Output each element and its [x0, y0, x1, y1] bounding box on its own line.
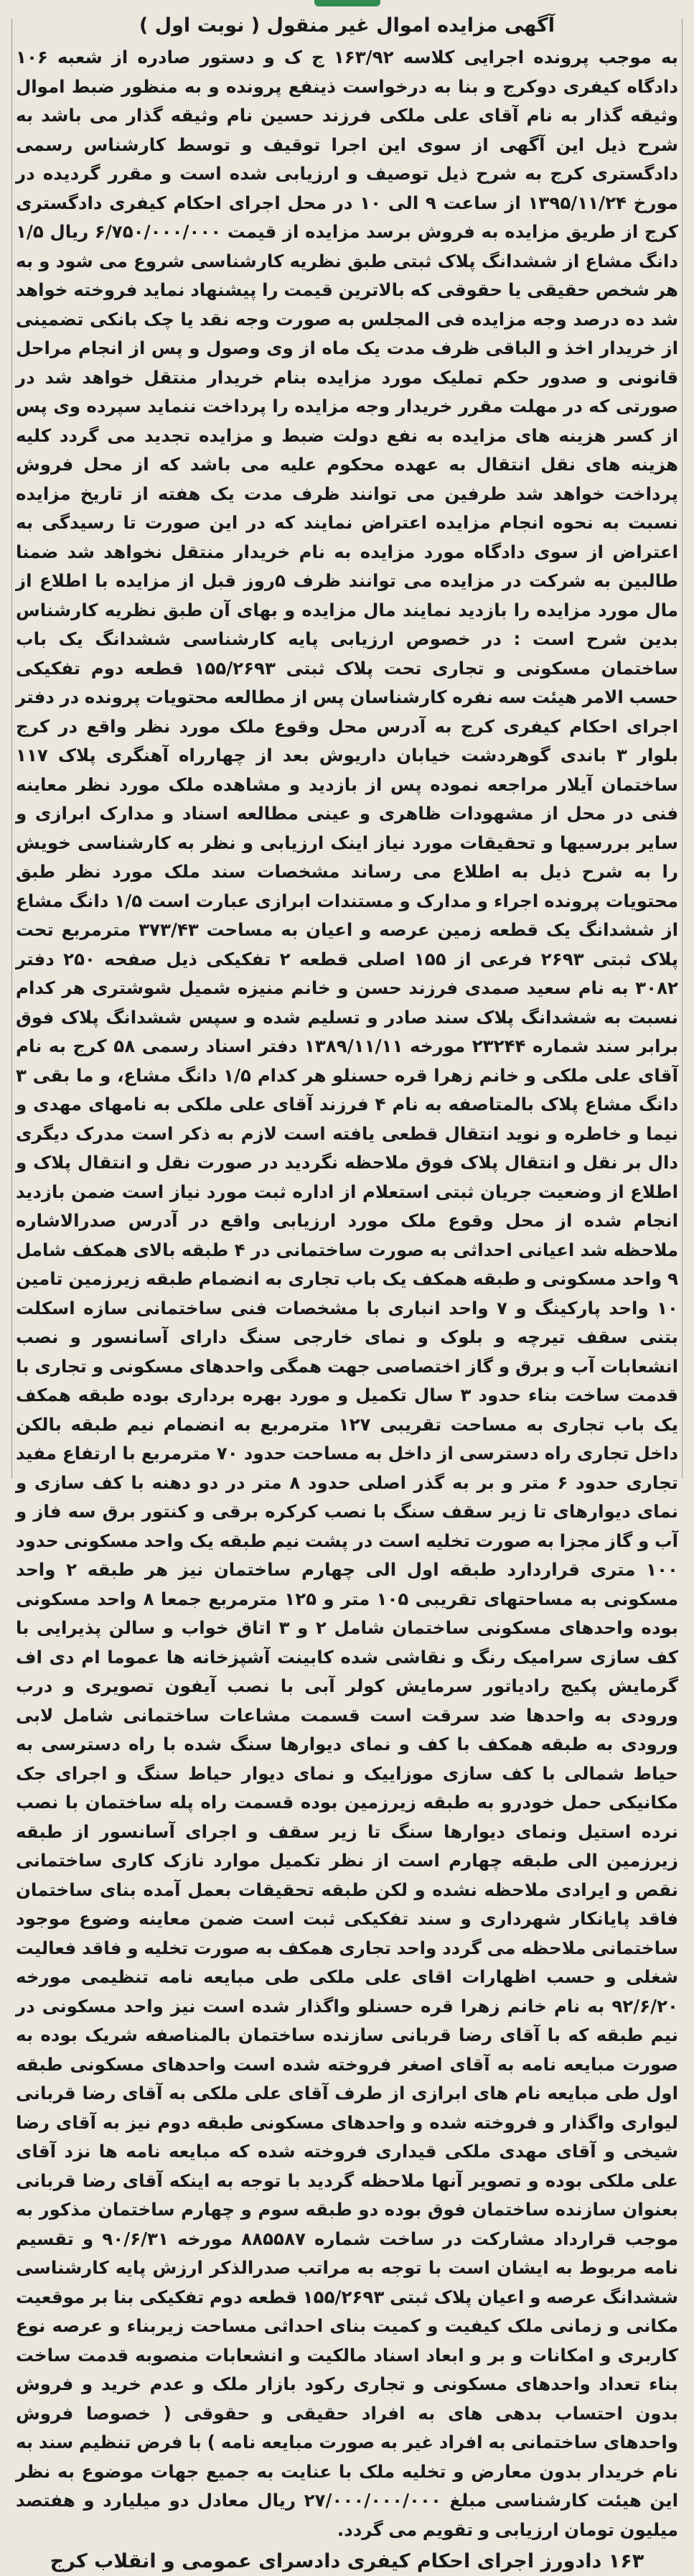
clipping-border: [11, 19, 683, 1479]
color-tab-marker: [314, 0, 380, 6]
notice-signature: ۱۶۳ دادورز اجرای احکام کیفری دادسرای عمومی و انقلاب کرج: [50, 2550, 644, 2572]
notice-body: به موجب پرونده اجرایی کلاسه ۱۶۳/۹۲ ج ک و دستور صادره از شعبه ۱۰۶ دادگاه کیفری دوکرج و بنا به درخواست ذینفع پرونده و به منظور ضبط اموال وثیقه گذار به نام آقای علی ملکی فرزند حسین نام وثیقه گذار می باشد به شرح ذیل این آگهی از سوی این اجرا توقیف و توسط کارشناس رسمی دادگستری کرج به شرح ذیل توصیف و ارزیابی شده است و مقرر گردیده در مورخ ۱۳۹۵/۱۱/۲۴ از ساعت ۹ الی ۱۰ در محل اجرای احکام کیفری دادگستری کرج از طریق مزایده به فروش برسد مزایده از قیمت ۶/۷۵۰/۰۰۰/۰۰۰ ریال ۱/۵ دانگ مشاع از ششدانگ پلاک ثبتی طبق نظریه کارشناسی شروع می شود و به هر شخص حقیقی یا حقوقی که بالاترین قیمت را پیشنهاد نماید فروخته خواهد شد ده درصد وجه مزایده فی المجلس به صورت وجه نقد یا چک بانکی تضمینی از خریدار اخذ و الباقی ظرف مدت یک ماه از وی وصول و پس از انجام مراحل قانونی و صدور حکم تملیک مورد مزایده بنام خریدار منتقل خواهد شد در صورتی که در مهلت مقرر خریدار وجه مزایده را پرداخت ننماید سپرده وی پس از کسر هزینه های مزایده به نفع دولت ضبط و مزایده تجدید می گردد کلیه هزینه های نقل انتقال به عهده محکوم علیه می باشد که از محل فروش پرداخت خواهد شد طرفین می توانند ظرف مدت یک هفته از تاریخ مزایده نسبت به نحوه انجام مزایده اعتراض نمایند که در این صورت تا رسیدگی به اعتراض از سوی دادگاه مورد مزایده به نام خریدار منتقل نخواهد شد ضمنا طالبین به شرکت در مزایده می توانند ظرف ۵روز قبل از مزایده با اطلاع از مال مورد مزایده را بازدید نمایند مال مزایده و بهای آن طبق نظریه کارشناس بدین شرح است : در خصوص ارزیابی پایه کارشناسی ششدانگ یک باب ساختمان مسکونی و تجاری تحت پلاک ثبتی ۱۵۵/۲۶۹۳ قطعه دوم تفکیکی حسب الامر هیئت سه نفره کارشناسان پس از مطالعه محتویات پرونده در دفتر اجرای احکام کیفری کرج به آدرس محل وقوع ملک مورد نظر واقع در کرج بلوار ۳ باندی گوهردشت خیابان داریوش بعد از چهارراه آهنگری پلاک ۱۱۷ ساختمان آیلار مراجعه نموده پس از بازدید و مشاهده ملک مورد نظر معاینه فنی در محل از مشهودات ظاهری و عینی مطالعه اسناد و مدارک ابرازی و سایر بررسیها و تحقیقات مورد نیاز اینک ارزیابی و نظر به کارشناسی خویش را به شرح ذیل به اطلاع می رساند مشخصات سند ملک مورد نظر طبق محتویات پرونده اجراء و مدارک و مستندات ابرازی عبارت است ۱/۵ دانگ مشاع از ششدانگ یک قطعه زمین عرصه و اعیان به مساحت ۳۷۳/۴۳ مترمربع تحت پلاک ثبتی ۲۶۹۳ فرعی از ۱۵۵ اصلی قطعه ۲ تفکیکی ذیل صفحه ۲۵۰ دفتر ۳۰۸۲ به نام سعید صمدی فرزند حسن و خانم منیزه شمیل شوشتری هر کدام نسبت به ششدانگ پلاک سند صادر و تسلیم شده و سپس ششدانگ پلاک فوق برابر سند شماره ۲۳۲۴۴ مورخه ۱۳۸۹/۱۱/۱۱ دفتر اسناد رسمی ۵۸ کرج به نام آقای علی ملکی و خانم زهرا قره حسنلو هر کدام ۱/۵ دانگ مشاع، و ما بقی ۳ دانگ مشاع پلاک بالمتاصفه به نام ۴ فرزند آقای علی ملکی به نامهای مهدی و نیما و خاطره و نوید انتقال قطعی یافته است لازم به ذکر است مدرک دیگری دال بر نقل و انتقال پلاک فوق ملاحظه نگردید در صورت نقل و انتقال پلاک و اطلاع از وضعیت جریان ثبتی استعلام از اداره ثبت مورد نیاز است ضمن بازدید انجام شده از محل وقوع ملک مورد ارزیابی واقع در آدرس صدرالاشاره ملاحظه شد اعیانی احداثی به صورت ساختمانی در ۴ طبقه بالای همکف شامل ۹ واحد مسکونی و طبقه همکف یک باب تجاری به انضمام طبقه زیرزمین تامین ۱۰ واحد پارکینگ و ۷ واحد انباری با مشخصات فنی ساختمانی سازه اسکلت بتنی سقف تیرچه و بلوک و نمای خارجی سنگ دارای آسانسور و نصب انشعابات آب و برق و گاز اختصاصی جهت همگی واحدهای مسکونی و تجاری با قدمت ساخت بناء حدود ۳ سال تکمیل و مورد بهره برداری بوده طبقه همکف یک باب تجاری به مساحت تقریبی ۱۲۷ مترمربع به انضمام نیم طبقه بالکن داخل تجاری راه دسترسی از داخل به مساحت حدود ۷۰ مترمربع با ارتفاع مفید تجاری حدود ۶ متر و بر به گذر اصلی حدود ۸ متر در دو دهنه با کف سازی و نمای دیوارهای تا زیر سقف سنگ با نصب کرکره برقی و کنتور برق سه فاز و آب و گاز مجزا به صورت تخلیه است در پشت نیم طبقه یک واحد مسکونی حدود ۱۰۰ متری قراردارد طبقه اول الی چهارم ساختمان نیز هر طبقه ۲ واحد مسکونی به مساحتهای تقریبی ۱۰۵ متر و ۱۲۵ مترمربع جمعا ۸ واحد مسکونی بوده واحدهای مسکونی ساختمان شامل ۲ و ۳ اتاق خواب و سالن پذیرایی با کف سازی سرامیک رنگ و نقاشی شده کابینت آشپزخانه ها عموما ام دی اف گرمایش پکیج رادیاتور سرمایش کولر آبی با نصب آیفون تصویری و درب ورودی به واحدها ضد سرقت است قسمت مشاعات ساختمانی شامل لابی ورودی به طبقه همکف با کف و نمای دیوارها سنگ شده با راه دسترسی به حیاط شمالی با کف سازی موزاییک و نمای دیوار حیاط سنگ و اجرای جک مکانیکی حمل خودرو به طبقه زیرزمین بوده قسمت راه پله ساختمان با نصب نرده استیل ونمای دیوارها سنگ تا زیر سقف و اجرای آسانسور از طبقه زیرزمین الی طبقه چهارم است از نظر تکمیل موارد نازک کاری ساختمانی نقص و ایرادی ملاحظه نشده و لکن طبقه تحقیقات بعمل آمده بنای ساختمان فاقد پایانکار شهرداری و سند تفکیکی ثبت است ضمن معاینه وضوع موجود ساختمانی ملاحظه می گردد واحد تجاری همکف به صورت تخلیه و فاقد فعالیت شغلی و حسب اظهارات اقای علی ملکی طی مبایعه نامه تنظیمی مورخه ۹۲/۶/۲۰ به نام خانم زهرا قره حسنلو واگذار شده است نیز واحد مسکونی در نیم طبقه که با آقای رضا قربانی سازنده ساختمان بالمناصفه شریک بوده به صورت مبایعه نامه به آقای اصغر فروخته شده است واحدهای مسکونی طبقه اول طی مبایعه نام های ابرازی از طرف آقای علی ملکی به آقای رضا قربانی لیواری واگذار و فروخته شده و واحدهای مسکونی طبقه دوم نیز به آقای رضا شیخی و آقای مهدی ملکی قیداری فروخته شده که مبایعه نامه ها نزد آقای علی ملکی بوده و تصویر آنها ملاحظه گردید با توجه به اینکه آقای رضا قربانی بعنوان سازنده ساختمان فوق بوده دو طبقه سوم و چهارم ساختمان مذکور به موجب قرارداد مشارکت در ساخت شماره ۸۸۵۵۸۷ مورخه ۹۰/۶/۳۱ و تقسیم نامه مربوط به ایشان است با توجه به مراتب صدرالذکر ارزش پایه کارشناسی ششدانگ عرصه و اعیان پلاک ثبتی ۱۵۵/۲۶۹۳ قطعه دوم تفکیکی بنا بر موقعیت مکانی و زمانی ملک کیفیت و کمیت بنای احداثی مساحت زیربناء و عرصه نوع کاربری و امکانات و بر و ابعاد اسناد مالکیت و انشعابات منصوبه قدمت ساخت بناء تعداد واحدهای مسکونی و تجاری رکود بازار ملک و عدم خرید و فروش بدون احتساب بدهی های به افراد حقیقی و حقوقی ( خصوصا فروش واحدهای ساختمانی به افراد غیر به صورت مبایعه نامه ) با فرض تنظیم سند به نام خریدار بدون معارض و تخلیه ملک با عنایت به جمیع جهات موضوع به نظر این هیئت کارشناسی مبلغ ۲۷/۰۰۰/۰۰۰/۰۰۰ ریال معادل دو میلیارد و هفتصد میلیون تومان ارزیابی و تقویم می گردد.: [16, 47, 679, 2540]
notice-title: آگهی مزایده اموال غیر منقول ( نوبت اول ): [139, 14, 555, 37]
